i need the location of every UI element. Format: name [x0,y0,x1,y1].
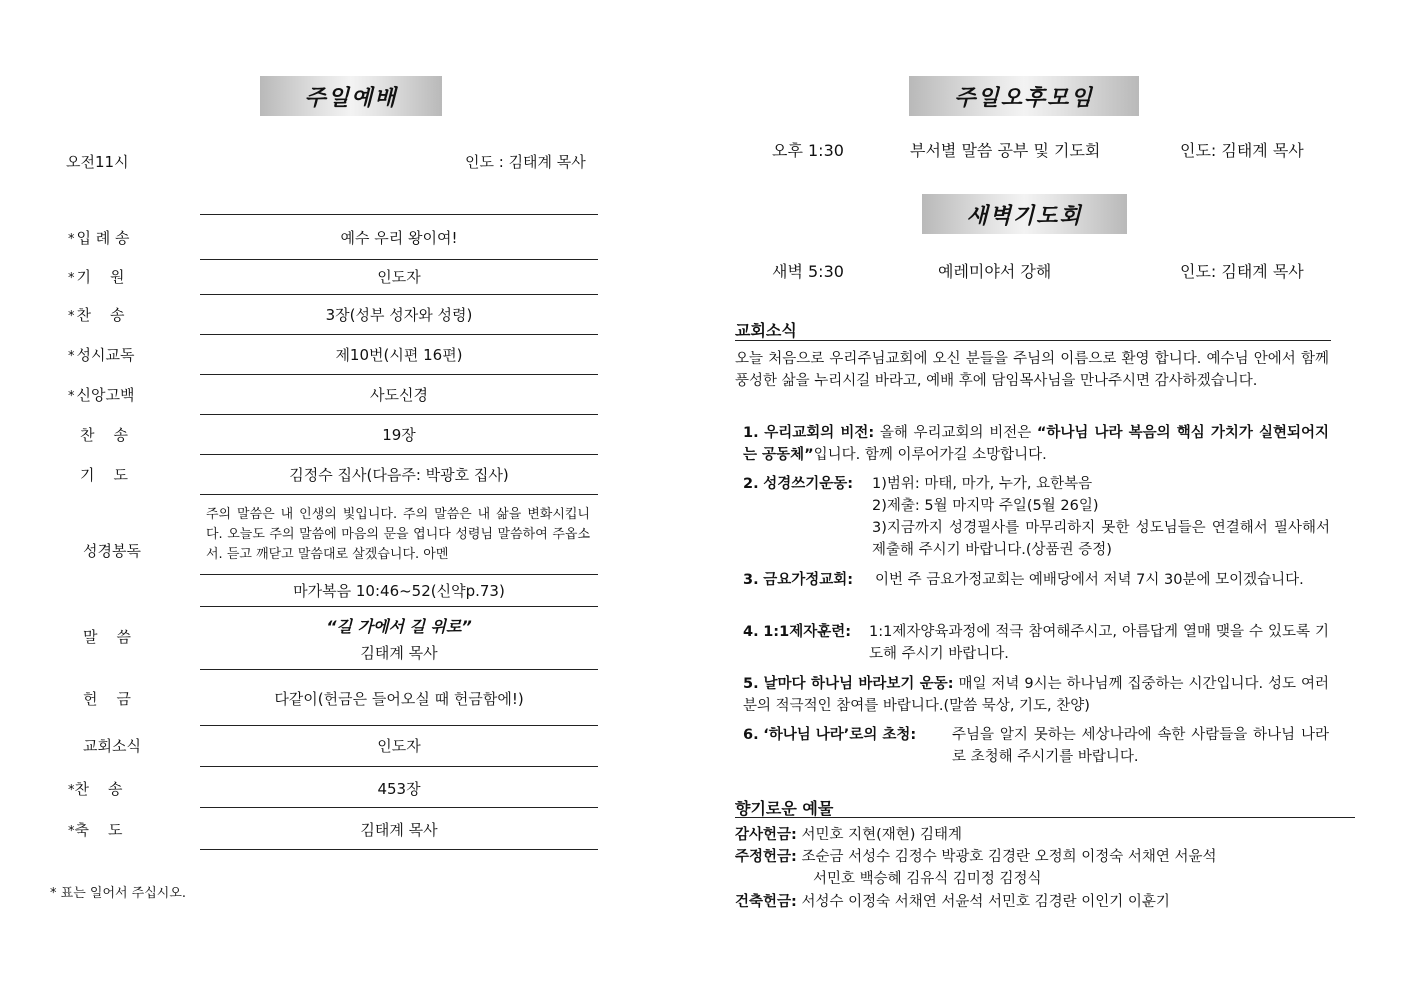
table-rule [200,454,598,455]
table-rule [200,669,598,670]
table-rule [200,494,598,495]
news-value: 인도자 [377,737,421,755]
offering-weekly-cont: 서민호 백승혜 김유식 김미정 김정식 [813,871,1042,887]
news-label: 교회소식 [83,737,141,755]
table-rule [200,807,598,808]
order-row [60,423,600,445]
offering-weekly: 주정헌금: 조순금 서성수 김정수 박광호 김경란 오정희 이정숙 서채연 서윤석 [735,849,1217,865]
sermon-preacher: 김태계 목사 [360,644,438,662]
table-rule [200,214,598,215]
order-label: 기 원 [76,267,125,286]
order-row: * 기 원 인도자 [60,265,600,287]
table-rule [200,414,598,415]
order-value: 예수 우리 왕이여! [340,228,458,247]
news-heading: 교회소식 [735,321,797,340]
sermon-title: “길 가에서 길 위로” [326,617,472,636]
afternoon-banner [909,76,1139,116]
news-item-2: 2. 성경쓰기운동: [743,476,854,492]
news-item-6: 6. ‘하나님 나라’로의 초청: [743,727,917,743]
order-value: 3장(성부 성자와 성령) [325,305,473,324]
reading-label: 성경봉독 [83,542,141,560]
table-rule [200,766,598,767]
order-label: 성시교독 [76,345,135,364]
afternoon-leader: 인도: 김태계 목사 [1180,141,1304,160]
news-item-4-text: 1:1제자양육과정에 적극 참여해주시고, 아름답게 열매 맺을 수 있도록 기도해 주시기 바랍니다. [869,624,1329,662]
offering-label: 헌 금 [83,690,132,708]
order-value: 인도자 [377,267,421,286]
news-item-3: 3. 금요가정교회: [743,572,854,588]
service-leader: 인도 : 김태계 목사 [465,153,586,171]
order-value: 김정수 집사(다음주: 박광호 집사) [289,465,509,484]
order-row: * 찬 송 3장(성부 성자와 성령) [60,303,600,325]
hymn-end-value: 453장 [377,780,421,798]
table-rule [200,294,598,295]
welcome-text: 오늘 처음으로 우리주님교회에 오신 분들을 주님의 이름으로 환영 합니다. 예수님 안에서 함께 풍성한 삶을 누리시길 바라고, 예배 후에 담임목사님을 만나주시면 감사하겠습니다. [735,351,1329,389]
reading-prayer: 주의 말씀은 내 인생의 빛입니다. 주의 말씀은 내 삶을 변화시킵니다. 오늘도 주의 말씀에 마음의 문을 엽니다 성령님 말씀하여 주옵소서. 듣고 깨닫고 말씀대로 살겠습니다. 아멘 [206,507,590,562]
dawn-banner [922,194,1127,234]
news-item-4: 4. 1:1제자훈련: [743,624,852,640]
table-rule [200,574,598,575]
order-value: 사도신경 [370,385,428,404]
service-time: 오전11시 [66,153,129,171]
news-item-1: 1. 우리교회의 비전: 올해 우리교회의 비전은 “하나님 나라 복음의 핵심 가치가 실현되어지는 공동체”입니다. 함께 이루어가길 소망합니다. [743,425,1329,463]
news-rule [735,340,1331,341]
benediction-value: 김태계 목사 [360,821,438,839]
hymn-end-label: *찬 송 [68,780,123,798]
afternoon-banner-title: 주일오후모임 [954,85,1094,111]
dawn-leader: 인도: 김태계 목사 [1180,262,1304,281]
order-row [60,463,600,485]
benediction-label: *축 도 [68,821,123,839]
order-label: 기 도 [80,465,129,484]
offering-building: 건축헌금: 서성수 이정숙 서채연 서윤석 서민호 김경란 이인기 이훈기 [735,894,1170,910]
order-row: * 입 례 송 예수 우리 왕이여! [60,226,600,248]
reading-passage: 마가복음 10:46~52(신약p.73) [293,582,505,600]
footnote: * 표는 일어서 주십시오. [50,886,187,901]
news-item-2-line-3: 3)지금까지 성경필사를 마무리하지 못한 성도님들은 연결해서 필사해서 제출해 주시기 바랍니다.(상품권 증정) [872,520,1330,558]
news-item-3-text: 이번 주 금요가정교회는 예배당에서 저녁 7시 30분에 모이겠습니다. [875,572,1304,588]
afternoon-desc: 부서별 말씀 공부 및 기도회 [910,141,1101,160]
offering-heading: 향기로운 예물 [735,799,834,818]
dawn-desc: 예레미야서 강해 [938,262,1052,281]
table-rule [200,606,598,607]
table-rule [200,374,598,375]
worship-banner [260,76,442,116]
table-rule [200,259,598,260]
order-label: 찬 송 [76,305,125,324]
order-label: 입 례 송 [76,228,130,247]
table-rule [200,725,598,726]
news-item-5: 5. 날마다 하나님 바라보기 운동: 매일 저녁 9시는 하나님께 집중하는 시간입니다. 성도 여러분의 적극적인 참여를 바랍니다.(말씀 묵상, 기도, 찬양) [743,676,1330,714]
offering-thanks: 감사헌금: 서민호 지현(재현) 김태계 [735,827,963,843]
news-item-2-line-1: 1)범위: 마태, 마가, 누가, 요한복음 [872,476,1093,492]
order-row: * 성시교독 제10번(시편 16편) [60,343,600,365]
order-row: * 신앙고백 사도신경 [60,383,600,405]
table-rule [200,334,598,335]
news-item-6-text: 주님을 알지 못하는 세상나라에 속한 사람들을 하나님 나라로 초청해 주시기를 바랍니다. [952,727,1329,765]
order-value: 제10번(시편 16편) [335,345,463,364]
worship-banner-title: 주일예배 [304,85,398,111]
afternoon-time: 오후 1:30 [772,141,844,160]
order-label: 신앙고백 [76,385,135,404]
offering-rule [735,817,1355,818]
sermon-label: 말 씀 [83,628,132,646]
table-rule [200,849,598,850]
offering-value: 다같이(헌금은 들어오실 때 헌금함에!) [274,690,524,708]
order-label: 찬 송 [80,425,129,444]
dawn-banner-title: 새벽기도회 [966,203,1083,229]
dawn-time: 새벽 5:30 [772,262,844,281]
news-item-2-line-2: 2)제출: 5월 마지막 주일(5월 26일) [872,498,1099,514]
order-value: 19장 [382,425,416,444]
